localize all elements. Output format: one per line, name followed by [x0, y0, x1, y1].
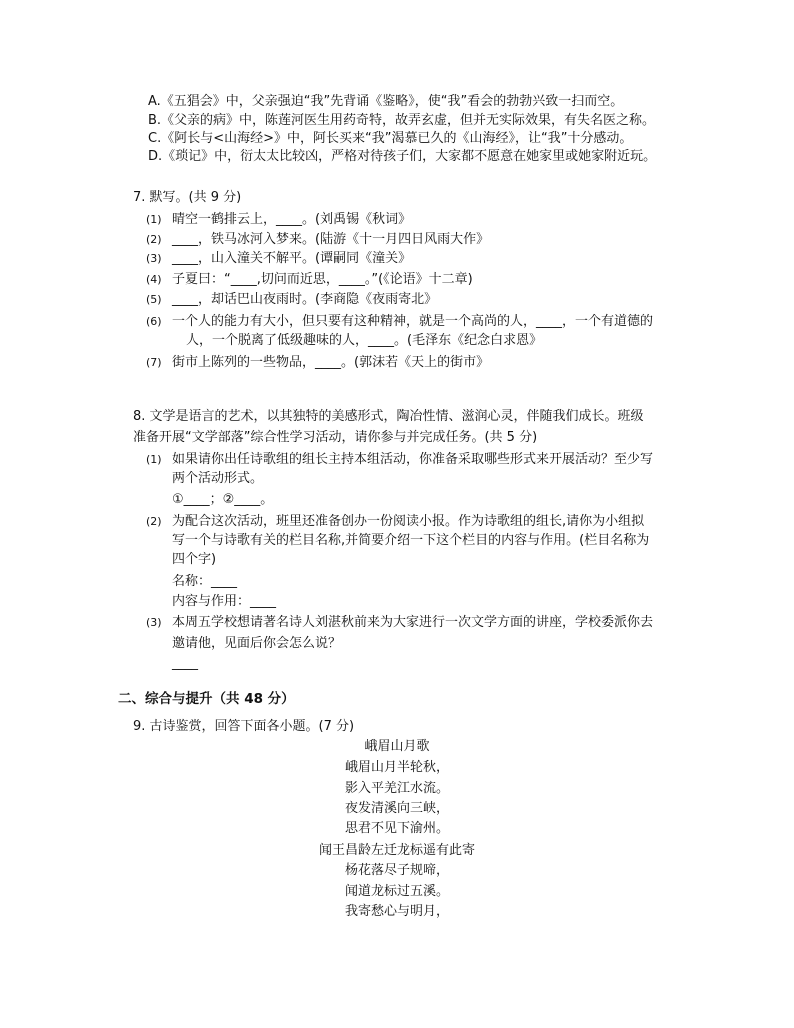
q8-name-blank: 名称：____ [172, 574, 238, 589]
q7-item-num: (5) [146, 293, 162, 306]
q7-item-num: (4) [146, 273, 162, 286]
q8-sub-text: 邀请他，见面后你会怎么说？ [172, 636, 342, 651]
section-heading: 二、综合与提升（共 48 分） [118, 691, 295, 707]
q8-answer-blank: ____ [172, 656, 198, 671]
option-b: B.《父亲的病》中，陈莲河医生用药奇特，故弄玄虚，但并无实际效果，有失名医之称。 [148, 113, 656, 128]
q9-title: 9. 古诗鉴赏，回答下面各小题。(7 分) [133, 719, 355, 734]
poem-line: 峨眉山月半轮秋， [344, 760, 449, 775]
q7-title: 7. 默写。(共 9 分) [133, 190, 242, 205]
q7-item-num: (6) [146, 315, 162, 328]
q8-sub-text: 两个活动形式。 [172, 471, 264, 486]
poem-title: 闻王昌龄左迁龙标遥有此寄 [318, 843, 475, 858]
option-a: A.《五猖会》中，父亲强迫“我”先背诵《鉴略》，使“我”看会的勃勃兴致一扫而空。 [148, 94, 624, 109]
q8-answer-blanks: ①____；②____。 [172, 492, 274, 507]
q7-item-text: 子夏曰：“____,切问而近思，____。”(《论语》十二章) [172, 272, 473, 287]
q7-item-text: ____，铁马冰河入梦来。(陆游《十一月四日风雨大作》 [172, 232, 490, 247]
q7-item-num: (2) [146, 233, 162, 246]
q8-intro: 8. 文学是语言的艺术，以其独特的美感形式，陶冶性情、滋润心灵，伴随我们成长。班级 [133, 409, 644, 424]
q7-item-text: 一个人的能力有大小，但只要有这种精神，就是一个高尚的人，____，一个有道德的 [172, 314, 654, 329]
q8-sub-num: (2) [146, 515, 162, 528]
poem-line: 夜发清溪向三峡， [344, 801, 449, 816]
poem-line: 闻道龙标过五溪。 [344, 884, 449, 899]
q7-item-text: 晴空一鹤排云上，____。(刘禹锡《秋词》 [172, 212, 412, 227]
q8-content-blank: 内容与作用：____ [172, 594, 277, 609]
q7-item-text: 街市上陈列的一些物品，____。(郭沫若《天上的街市》 [172, 355, 490, 370]
q8-sub-text: 本周五学校想请著名诗人刘湛秋前来为大家进行一次文学方面的讲座，学校委派你去 [172, 615, 654, 630]
q7-item-text-cont: 人，一个脱离了低级趣味的人，____。(毛泽东《纪念白求恩》 [186, 333, 543, 348]
poem-line: 思君不见下渝州。 [344, 821, 449, 836]
option-d: D.《琐记》中，衍太太比较凶，严格对待孩子们，大家都不愿意在她家里或她家附近玩。 [148, 149, 657, 164]
poem-line: 杨花落尽子规啼， [344, 863, 449, 878]
q7-item-num: (7) [146, 356, 162, 369]
poem-line: 我寄愁心与明月， [344, 904, 449, 919]
q8-sub-text: 四个字) [172, 552, 217, 567]
q8-sub-text: 写一个与诗歌有关的栏目名称,并简要介绍一下这个栏目的内容与作用。(栏目名称为 [172, 533, 650, 548]
q7-item-num: (3) [146, 252, 162, 265]
poem-line: 影入平羌江水流。 [344, 781, 449, 796]
q7-item-text: ____，却话巴山夜雨时。(李商隐《夜雨寄北》 [172, 292, 438, 307]
q7-item-num: (1) [146, 213, 162, 226]
q8-sub-text: 为配合这次活动，班里还准备创办一份阅读小报。作为诗歌组的组长,请你为小组拟 [172, 514, 645, 529]
poem-title: 峨眉山月歌 [364, 739, 430, 754]
q8-sub-num: (3) [146, 616, 162, 629]
q8-sub-text: 如果请你出任诗歌组的组长主持本组活动，你准备采取哪些形式来开展活动？至少写 [172, 452, 654, 467]
option-c: C.《阿长与<山海经>》中，阿长买来“我”渴慕已久的《山海经》，让“我”十分感动。 [148, 131, 633, 146]
q8-sub-num: (1) [146, 453, 162, 466]
q8-intro: 准备开展“文学部落”综合性学习活动，请你参与并完成任务。(共 5 分) [133, 430, 538, 445]
q7-item-text: ____，山入潼关不解平。(谭嗣同《潼关》 [172, 251, 412, 266]
